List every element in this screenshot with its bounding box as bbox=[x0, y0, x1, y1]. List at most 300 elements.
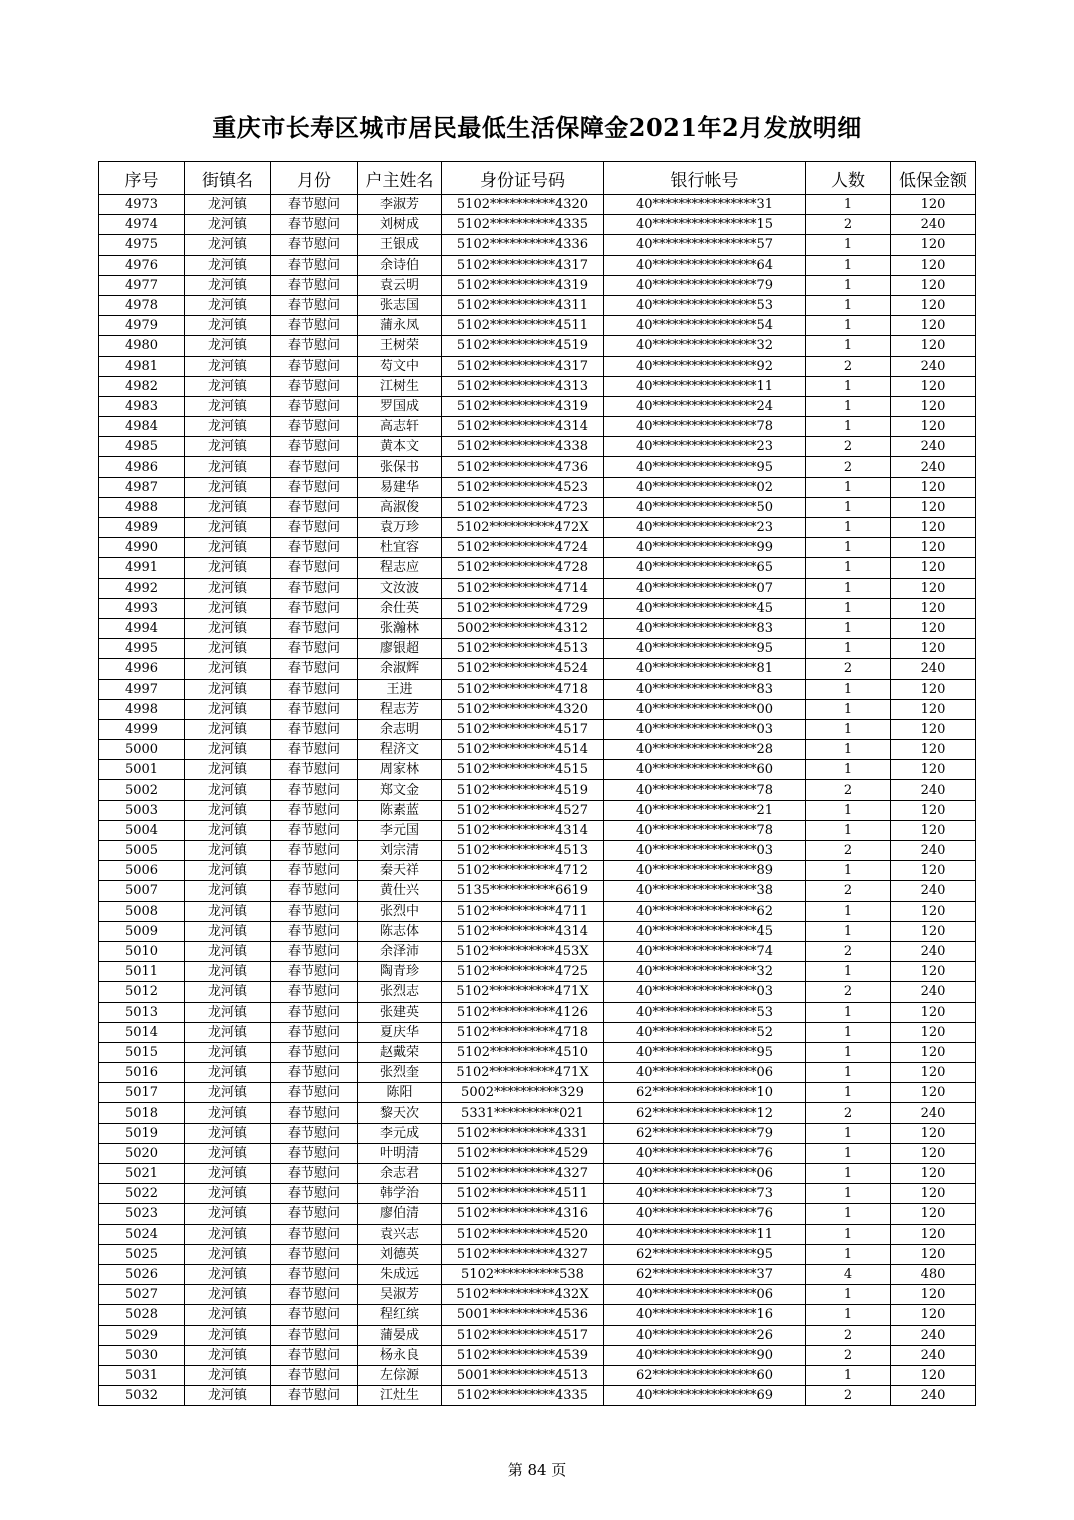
cell-id-number: 5102**********4313 bbox=[442, 376, 604, 396]
cell-month: 春节慰问 bbox=[271, 1123, 358, 1143]
cell-month: 春节慰问 bbox=[271, 356, 358, 376]
cell-town: 龙河镇 bbox=[185, 195, 271, 215]
cell-id-number: 5102**********4511 bbox=[442, 316, 604, 336]
table-row bbox=[99, 497, 976, 517]
cell-people-count: 1 bbox=[806, 336, 891, 356]
cell-town: 龙河镇 bbox=[185, 1204, 271, 1224]
cell-householder: 罗国成 bbox=[358, 396, 442, 416]
cell-bank-account: 40****************07 bbox=[604, 578, 806, 598]
table-row bbox=[99, 215, 976, 235]
table-row bbox=[99, 538, 976, 558]
cell-month: 春节慰问 bbox=[271, 921, 358, 941]
cell-amount: 120 bbox=[891, 518, 976, 538]
cell-index: 5002 bbox=[99, 780, 185, 800]
cell-people-count: 2 bbox=[806, 437, 891, 457]
data-table bbox=[98, 161, 976, 1406]
cell-householder: 程志应 bbox=[358, 558, 442, 578]
table-row bbox=[99, 941, 976, 961]
cell-id-number: 5102**********538 bbox=[442, 1264, 604, 1284]
cell-town: 龙河镇 bbox=[185, 336, 271, 356]
cell-id-number: 5102**********4317 bbox=[442, 356, 604, 376]
cell-index: 4983 bbox=[99, 396, 185, 416]
table-row bbox=[99, 578, 976, 598]
table-row bbox=[99, 1285, 976, 1305]
table-row bbox=[99, 618, 976, 638]
table-row bbox=[99, 1083, 976, 1103]
cell-amount: 120 bbox=[891, 598, 976, 618]
cell-index: 5027 bbox=[99, 1285, 185, 1305]
cell-householder: 蒲晏成 bbox=[358, 1325, 442, 1345]
cell-people-count: 1 bbox=[806, 760, 891, 780]
cell-month: 春节慰问 bbox=[271, 719, 358, 739]
table-row bbox=[99, 255, 976, 275]
cell-id-number: 5001**********4513 bbox=[442, 1365, 604, 1385]
cell-town: 龙河镇 bbox=[185, 396, 271, 416]
header-index: 序号 bbox=[99, 162, 185, 195]
cell-index: 5028 bbox=[99, 1305, 185, 1325]
cell-index: 4984 bbox=[99, 417, 185, 437]
cell-id-number: 5102**********4729 bbox=[442, 598, 604, 618]
cell-index: 4985 bbox=[99, 437, 185, 457]
cell-index: 4988 bbox=[99, 497, 185, 517]
cell-bank-account: 40****************57 bbox=[604, 235, 806, 255]
cell-town: 龙河镇 bbox=[185, 1386, 271, 1406]
cell-amount: 120 bbox=[891, 275, 976, 295]
table-row bbox=[99, 719, 976, 739]
cell-town: 龙河镇 bbox=[185, 1083, 271, 1103]
cell-id-number: 5102**********4527 bbox=[442, 800, 604, 820]
cell-amount: 240 bbox=[891, 1325, 976, 1345]
cell-amount: 120 bbox=[891, 1305, 976, 1325]
cell-month: 春节慰问 bbox=[271, 780, 358, 800]
cell-index: 5001 bbox=[99, 760, 185, 780]
cell-amount: 240 bbox=[891, 881, 976, 901]
cell-people-count: 1 bbox=[806, 1123, 891, 1143]
cell-index: 5014 bbox=[99, 1022, 185, 1042]
cell-id-number: 5102**********471X bbox=[442, 982, 604, 1002]
cell-month: 春节慰问 bbox=[271, 1285, 358, 1305]
table-row bbox=[99, 639, 976, 659]
cell-householder: 黄仕兴 bbox=[358, 881, 442, 901]
cell-town: 龙河镇 bbox=[185, 901, 271, 921]
cell-month: 春节慰问 bbox=[271, 841, 358, 861]
cell-index: 5024 bbox=[99, 1224, 185, 1244]
cell-id-number: 5102**********4724 bbox=[442, 538, 604, 558]
cell-householder: 余淑辉 bbox=[358, 659, 442, 679]
cell-town: 龙河镇 bbox=[185, 558, 271, 578]
cell-index: 4992 bbox=[99, 578, 185, 598]
cell-month: 春节慰问 bbox=[271, 901, 358, 921]
cell-index: 5023 bbox=[99, 1204, 185, 1224]
cell-people-count: 1 bbox=[806, 800, 891, 820]
cell-amount: 120 bbox=[891, 578, 976, 598]
cell-month: 春节慰问 bbox=[271, 275, 358, 295]
cell-month: 春节慰问 bbox=[271, 800, 358, 820]
cell-people-count: 1 bbox=[806, 538, 891, 558]
table-row bbox=[99, 901, 976, 921]
cell-bank-account: 40****************69 bbox=[604, 1386, 806, 1406]
cell-town: 龙河镇 bbox=[185, 1063, 271, 1083]
cell-month: 春节慰问 bbox=[271, 881, 358, 901]
cell-index: 4998 bbox=[99, 699, 185, 719]
cell-index: 5007 bbox=[99, 881, 185, 901]
cell-people-count: 1 bbox=[806, 719, 891, 739]
cell-id-number: 5002**********329 bbox=[442, 1083, 604, 1103]
cell-people-count: 2 bbox=[806, 457, 891, 477]
cell-amount: 240 bbox=[891, 780, 976, 800]
cell-month: 春节慰问 bbox=[271, 336, 358, 356]
cell-id-number: 5102**********4335 bbox=[442, 1386, 604, 1406]
table-row bbox=[99, 760, 976, 780]
cell-people-count: 1 bbox=[806, 1143, 891, 1163]
table-row bbox=[99, 962, 976, 982]
cell-index: 5019 bbox=[99, 1123, 185, 1143]
cell-amount: 120 bbox=[891, 962, 976, 982]
cell-people-count: 1 bbox=[806, 477, 891, 497]
cell-town: 龙河镇 bbox=[185, 356, 271, 376]
table-row bbox=[99, 396, 976, 416]
cell-people-count: 2 bbox=[806, 215, 891, 235]
cell-id-number: 5102**********4712 bbox=[442, 861, 604, 881]
cell-town: 龙河镇 bbox=[185, 719, 271, 739]
cell-bank-account: 40****************38 bbox=[604, 881, 806, 901]
cell-index: 5020 bbox=[99, 1143, 185, 1163]
cell-amount: 240 bbox=[891, 659, 976, 679]
cell-householder: 余志君 bbox=[358, 1164, 442, 1184]
cell-householder: 张志国 bbox=[358, 295, 442, 315]
cell-bank-account: 40****************15 bbox=[604, 215, 806, 235]
cell-amount: 120 bbox=[891, 1002, 976, 1022]
cell-amount: 240 bbox=[891, 841, 976, 861]
cell-bank-account: 40****************16 bbox=[604, 1305, 806, 1325]
cell-month: 春节慰问 bbox=[271, 518, 358, 538]
cell-amount: 240 bbox=[891, 356, 976, 376]
cell-town: 龙河镇 bbox=[185, 861, 271, 881]
cell-amount: 120 bbox=[891, 1042, 976, 1062]
table-row bbox=[99, 477, 976, 497]
cell-bank-account: 40****************95 bbox=[604, 639, 806, 659]
cell-month: 春节慰问 bbox=[271, 457, 358, 477]
table-row bbox=[99, 841, 976, 861]
table-row bbox=[99, 699, 976, 719]
cell-month: 春节慰问 bbox=[271, 215, 358, 235]
cell-bank-account: 40****************99 bbox=[604, 538, 806, 558]
table-body bbox=[99, 195, 976, 1406]
cell-householder: 蒲永凤 bbox=[358, 316, 442, 336]
cell-householder: 袁云明 bbox=[358, 275, 442, 295]
cell-bank-account: 40****************45 bbox=[604, 598, 806, 618]
cell-month: 春节慰问 bbox=[271, 417, 358, 437]
table-row bbox=[99, 1264, 976, 1284]
cell-index: 4973 bbox=[99, 195, 185, 215]
cell-id-number: 5102**********4524 bbox=[442, 659, 604, 679]
cell-householder: 郑文金 bbox=[358, 780, 442, 800]
table-row bbox=[99, 336, 976, 356]
cell-month: 春节慰问 bbox=[271, 1325, 358, 1345]
table-row bbox=[99, 659, 976, 679]
cell-bank-account: 40****************11 bbox=[604, 376, 806, 396]
cell-id-number: 5102**********453X bbox=[442, 941, 604, 961]
cell-householder: 杨永良 bbox=[358, 1345, 442, 1365]
cell-index: 5004 bbox=[99, 820, 185, 840]
cell-id-number: 5102**********4519 bbox=[442, 336, 604, 356]
cell-month: 春节慰问 bbox=[271, 1002, 358, 1022]
cell-town: 龙河镇 bbox=[185, 1244, 271, 1264]
cell-people-count: 1 bbox=[806, 396, 891, 416]
cell-town: 龙河镇 bbox=[185, 1305, 271, 1325]
cell-id-number: 5102**********4520 bbox=[442, 1224, 604, 1244]
cell-bank-account: 40****************53 bbox=[604, 1002, 806, 1022]
table-row bbox=[99, 1184, 976, 1204]
cell-bank-account: 40****************26 bbox=[604, 1325, 806, 1345]
cell-town: 龙河镇 bbox=[185, 1022, 271, 1042]
cell-householder: 程济文 bbox=[358, 740, 442, 760]
table-row bbox=[99, 1164, 976, 1184]
table-row bbox=[99, 1042, 976, 1062]
table-row bbox=[99, 1002, 976, 1022]
table-row bbox=[99, 417, 976, 437]
cell-people-count: 1 bbox=[806, 1002, 891, 1022]
cell-people-count: 1 bbox=[806, 578, 891, 598]
table-row bbox=[99, 820, 976, 840]
cell-index: 5008 bbox=[99, 901, 185, 921]
cell-id-number: 5102**********4711 bbox=[442, 901, 604, 921]
cell-town: 龙河镇 bbox=[185, 255, 271, 275]
cell-month: 春节慰问 bbox=[271, 1386, 358, 1406]
table-row bbox=[99, 316, 976, 336]
cell-people-count: 2 bbox=[806, 941, 891, 961]
table-row bbox=[99, 921, 976, 941]
cell-people-count: 1 bbox=[806, 1224, 891, 1244]
cell-amount: 480 bbox=[891, 1264, 976, 1284]
cell-id-number: 5102**********4523 bbox=[442, 477, 604, 497]
cell-town: 龙河镇 bbox=[185, 1123, 271, 1143]
table-row bbox=[99, 861, 976, 881]
table-row bbox=[99, 1305, 976, 1325]
cell-householder: 张烈志 bbox=[358, 982, 442, 1002]
cell-month: 春节慰问 bbox=[271, 598, 358, 618]
cell-householder: 李元成 bbox=[358, 1123, 442, 1143]
cell-amount: 120 bbox=[891, 1184, 976, 1204]
cell-id-number: 5102**********4319 bbox=[442, 275, 604, 295]
cell-town: 龙河镇 bbox=[185, 618, 271, 638]
cell-bank-account: 62****************79 bbox=[604, 1123, 806, 1143]
cell-month: 春节慰问 bbox=[271, 1365, 358, 1385]
cell-id-number: 5102**********4529 bbox=[442, 1143, 604, 1163]
header-month: 月份 bbox=[271, 162, 358, 195]
cell-index: 4997 bbox=[99, 679, 185, 699]
cell-people-count: 2 bbox=[806, 841, 891, 861]
table-row bbox=[99, 1143, 976, 1163]
cell-bank-account: 40****************03 bbox=[604, 841, 806, 861]
cell-amount: 120 bbox=[891, 921, 976, 941]
cell-index: 4979 bbox=[99, 316, 185, 336]
cell-index: 4991 bbox=[99, 558, 185, 578]
cell-month: 春节慰问 bbox=[271, 618, 358, 638]
cell-bank-account: 62****************60 bbox=[604, 1365, 806, 1385]
cell-month: 春节慰问 bbox=[271, 1305, 358, 1325]
cell-month: 春节慰问 bbox=[271, 578, 358, 598]
cell-town: 龙河镇 bbox=[185, 215, 271, 235]
table-row bbox=[99, 1325, 976, 1345]
cell-town: 龙河镇 bbox=[185, 921, 271, 941]
cell-bank-account: 40****************24 bbox=[604, 396, 806, 416]
cell-town: 龙河镇 bbox=[185, 780, 271, 800]
cell-people-count: 1 bbox=[806, 417, 891, 437]
cell-people-count: 1 bbox=[806, 376, 891, 396]
cell-id-number: 5102**********4517 bbox=[442, 1325, 604, 1345]
cell-bank-account: 40****************00 bbox=[604, 699, 806, 719]
cell-bank-account: 40****************02 bbox=[604, 477, 806, 497]
cell-index: 5017 bbox=[99, 1083, 185, 1103]
table-row bbox=[99, 437, 976, 457]
table-row bbox=[99, 1103, 976, 1123]
cell-town: 龙河镇 bbox=[185, 760, 271, 780]
cell-month: 春节慰问 bbox=[271, 659, 358, 679]
cell-people-count: 1 bbox=[806, 1083, 891, 1103]
cell-id-number: 5102**********4517 bbox=[442, 719, 604, 739]
cell-month: 春节慰问 bbox=[271, 699, 358, 719]
cell-people-count: 1 bbox=[806, 618, 891, 638]
cell-householder: 芶文中 bbox=[358, 356, 442, 376]
table-row bbox=[99, 457, 976, 477]
cell-householder: 廖伯清 bbox=[358, 1204, 442, 1224]
cell-id-number: 5102**********4327 bbox=[442, 1164, 604, 1184]
cell-index: 5013 bbox=[99, 1002, 185, 1022]
table-row bbox=[99, 295, 976, 315]
cell-amount: 120 bbox=[891, 376, 976, 396]
cell-town: 龙河镇 bbox=[185, 417, 271, 437]
cell-index: 5006 bbox=[99, 861, 185, 881]
cell-town: 龙河镇 bbox=[185, 740, 271, 760]
cell-amount: 240 bbox=[891, 457, 976, 477]
cell-index: 5009 bbox=[99, 921, 185, 941]
cell-people-count: 1 bbox=[806, 598, 891, 618]
cell-town: 龙河镇 bbox=[185, 477, 271, 497]
cell-amount: 120 bbox=[891, 477, 976, 497]
cell-bank-account: 40****************11 bbox=[604, 1224, 806, 1244]
cell-householder: 李元国 bbox=[358, 820, 442, 840]
cell-people-count: 2 bbox=[806, 1325, 891, 1345]
table-row bbox=[99, 1063, 976, 1083]
cell-id-number: 5102**********4515 bbox=[442, 760, 604, 780]
cell-town: 龙河镇 bbox=[185, 941, 271, 961]
cell-id-number: 5102**********4511 bbox=[442, 1184, 604, 1204]
cell-people-count: 1 bbox=[806, 1042, 891, 1062]
cell-people-count: 1 bbox=[806, 861, 891, 881]
cell-id-number: 5102**********4539 bbox=[442, 1345, 604, 1365]
cell-month: 春节慰问 bbox=[271, 1083, 358, 1103]
cell-index: 4977 bbox=[99, 275, 185, 295]
cell-month: 春节慰问 bbox=[271, 1022, 358, 1042]
cell-month: 春节慰问 bbox=[271, 255, 358, 275]
table-row bbox=[99, 1123, 976, 1143]
cell-householder: 余泽沛 bbox=[358, 941, 442, 961]
cell-amount: 240 bbox=[891, 941, 976, 961]
cell-householder: 周家林 bbox=[358, 760, 442, 780]
cell-town: 龙河镇 bbox=[185, 881, 271, 901]
cell-householder: 余志明 bbox=[358, 719, 442, 739]
cell-amount: 120 bbox=[891, 1244, 976, 1264]
cell-amount: 120 bbox=[891, 336, 976, 356]
cell-amount: 120 bbox=[891, 1123, 976, 1143]
cell-householder: 江灶生 bbox=[358, 1386, 442, 1406]
cell-bank-account: 62****************12 bbox=[604, 1103, 806, 1123]
cell-householder: 黄本文 bbox=[358, 437, 442, 457]
cell-id-number: 5102**********4319 bbox=[442, 396, 604, 416]
header-bank-account: 银行帐号 bbox=[604, 162, 806, 195]
cell-people-count: 2 bbox=[806, 659, 891, 679]
cell-bank-account: 40****************89 bbox=[604, 861, 806, 881]
cell-index: 5030 bbox=[99, 1345, 185, 1365]
cell-month: 春节慰问 bbox=[271, 861, 358, 881]
cell-people-count: 1 bbox=[806, 962, 891, 982]
cell-index: 5005 bbox=[99, 841, 185, 861]
cell-town: 龙河镇 bbox=[185, 800, 271, 820]
cell-id-number: 5102**********4320 bbox=[442, 195, 604, 215]
cell-id-number: 5102**********4736 bbox=[442, 457, 604, 477]
cell-id-number: 5102**********4316 bbox=[442, 1204, 604, 1224]
cell-bank-account: 40****************78 bbox=[604, 417, 806, 437]
cell-people-count: 1 bbox=[806, 639, 891, 659]
cell-id-number: 5002**********4312 bbox=[442, 618, 604, 638]
cell-bank-account: 40****************73 bbox=[604, 1184, 806, 1204]
cell-householder: 王进 bbox=[358, 679, 442, 699]
cell-index: 4986 bbox=[99, 457, 185, 477]
table-row bbox=[99, 518, 976, 538]
cell-month: 春节慰问 bbox=[271, 820, 358, 840]
cell-index: 5016 bbox=[99, 1063, 185, 1083]
cell-bank-account: 40****************83 bbox=[604, 618, 806, 638]
cell-people-count: 2 bbox=[806, 982, 891, 1002]
cell-bank-account: 40****************23 bbox=[604, 518, 806, 538]
cell-id-number: 5102**********4725 bbox=[442, 962, 604, 982]
cell-month: 春节慰问 bbox=[271, 1224, 358, 1244]
cell-bank-account: 40****************06 bbox=[604, 1063, 806, 1083]
cell-month: 春节慰问 bbox=[271, 1143, 358, 1163]
cell-bank-account: 40****************92 bbox=[604, 356, 806, 376]
cell-householder: 陶青珍 bbox=[358, 962, 442, 982]
cell-householder: 张建英 bbox=[358, 1002, 442, 1022]
cell-people-count: 2 bbox=[806, 1386, 891, 1406]
cell-householder: 江树生 bbox=[358, 376, 442, 396]
cell-month: 春节慰问 bbox=[271, 538, 358, 558]
cell-people-count: 1 bbox=[806, 699, 891, 719]
table-row bbox=[99, 1224, 976, 1244]
cell-town: 龙河镇 bbox=[185, 1143, 271, 1163]
cell-amount: 120 bbox=[891, 639, 976, 659]
cell-amount: 120 bbox=[891, 679, 976, 699]
cell-month: 春节慰问 bbox=[271, 396, 358, 416]
cell-amount: 120 bbox=[891, 760, 976, 780]
cell-month: 春节慰问 bbox=[271, 962, 358, 982]
cell-people-count: 1 bbox=[806, 1244, 891, 1264]
cell-id-number: 5102**********4513 bbox=[442, 639, 604, 659]
cell-town: 龙河镇 bbox=[185, 275, 271, 295]
cell-bank-account: 62****************95 bbox=[604, 1244, 806, 1264]
cell-householder: 韩学治 bbox=[358, 1184, 442, 1204]
cell-people-count: 1 bbox=[806, 195, 891, 215]
cell-householder: 刘宗清 bbox=[358, 841, 442, 861]
cell-month: 春节慰问 bbox=[271, 195, 358, 215]
cell-id-number: 5102**********4718 bbox=[442, 1022, 604, 1042]
cell-people-count: 1 bbox=[806, 1063, 891, 1083]
cell-month: 春节慰问 bbox=[271, 235, 358, 255]
cell-householder: 张保书 bbox=[358, 457, 442, 477]
cell-bank-account: 40****************06 bbox=[604, 1285, 806, 1305]
cell-amount: 120 bbox=[891, 417, 976, 437]
cell-householder: 黎天次 bbox=[358, 1103, 442, 1123]
